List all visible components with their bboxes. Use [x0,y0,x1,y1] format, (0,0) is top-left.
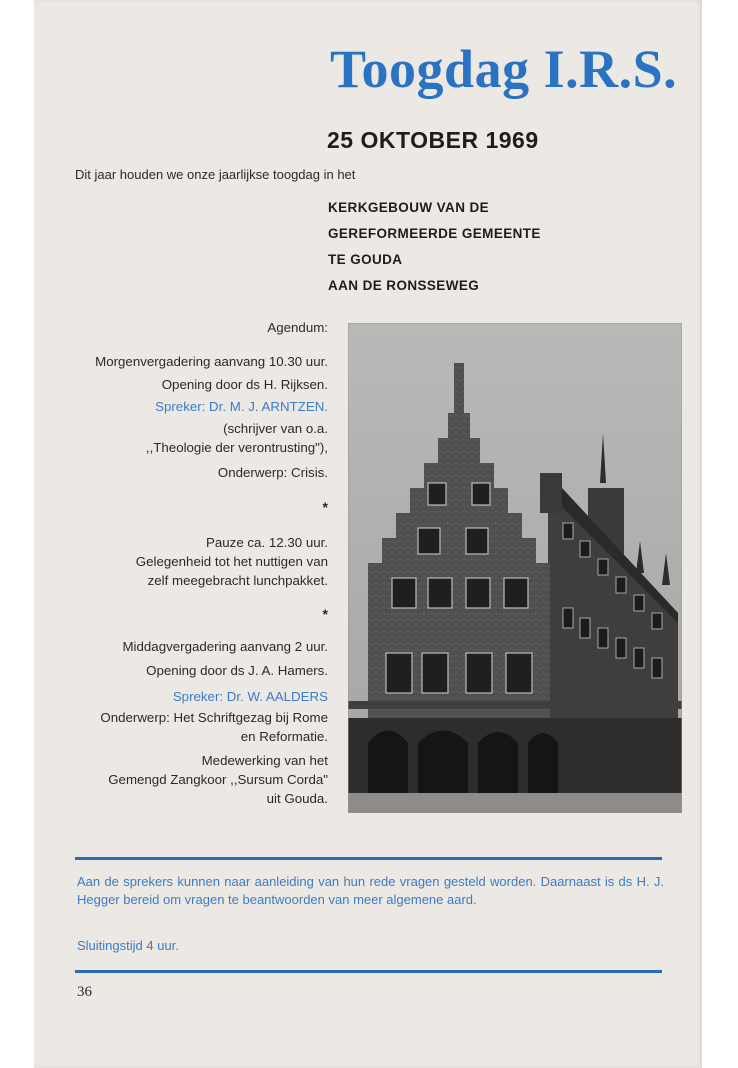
venue-line: GEREFORMEERDE GEMEENTE [328,226,541,241]
separator-star: * [322,499,328,515]
afternoon-opening: Opening door ds J. A. Hamers. [146,663,328,678]
venue-line: KERKGEBOUW VAN DE [328,200,490,215]
agenda-column [8,318,328,808]
pause-note: Gelegenheid tot het nuttigen van [135,554,328,569]
morning-speaker: Spreker: Dr. M. J. ARNTZEN. [155,399,328,414]
choir-note: uit Gouda. [266,791,328,806]
morning-note: (schrijver van o.a. [223,421,328,436]
morning-start: Morgenvergadering aanvang 10.30 uur. [95,354,328,369]
pause-note: zelf meegebracht lunchpakket. [147,573,328,588]
choir-note: Medewerking van het [201,753,328,768]
closing-time: Sluitingstijd 4 uur. [77,938,179,953]
town-hall-photo [348,323,682,813]
page-title: Toogdag I.R.S. [330,39,678,99]
divider-bottom [75,970,662,973]
venue-block [328,195,541,299]
venue-line: TE GOUDA [328,252,403,267]
afternoon-subject: Onderwerp: Het Schriftgezag bij Rome [100,710,328,725]
footer-note: Aan de sprekers kunnen naar aanleiding van hun rede vragen gesteld worden. Daarnaast is ds H. J. Hegger bereid om vragen te beantwoorden van meer algemene aard. [77,874,664,907]
afternoon-subject: en Reformatie. [240,729,328,744]
choir-note: Gemengd Zangkoor ,,Sursum Corda" [108,772,328,787]
afternoon-speaker: Spreker: Dr. W. AALDERS [172,689,328,704]
separator-star: * [322,606,328,622]
intro-text: Dit jaar houden we onze jaarlijkse toogdag in het [75,167,356,182]
morning-opening: Opening door ds H. Rijksen. [161,377,328,392]
divider-top [75,857,662,860]
agenda-heading: Agendum: [267,320,328,335]
page-number: 36 [77,984,92,1000]
venue-line: AAN DE RONSSEWEG [328,278,480,293]
event-date: 25 OKTOBER 1969 [327,127,539,153]
afternoon-start: Middagvergadering aanvang 2 uur. [122,639,328,654]
morning-note: ,,Theologie der verontrusting"), [145,440,328,455]
morning-subject: Onderwerp: Crisis. [217,465,328,480]
pause-time: Pauze ca. 12.30 uur. [206,535,328,550]
